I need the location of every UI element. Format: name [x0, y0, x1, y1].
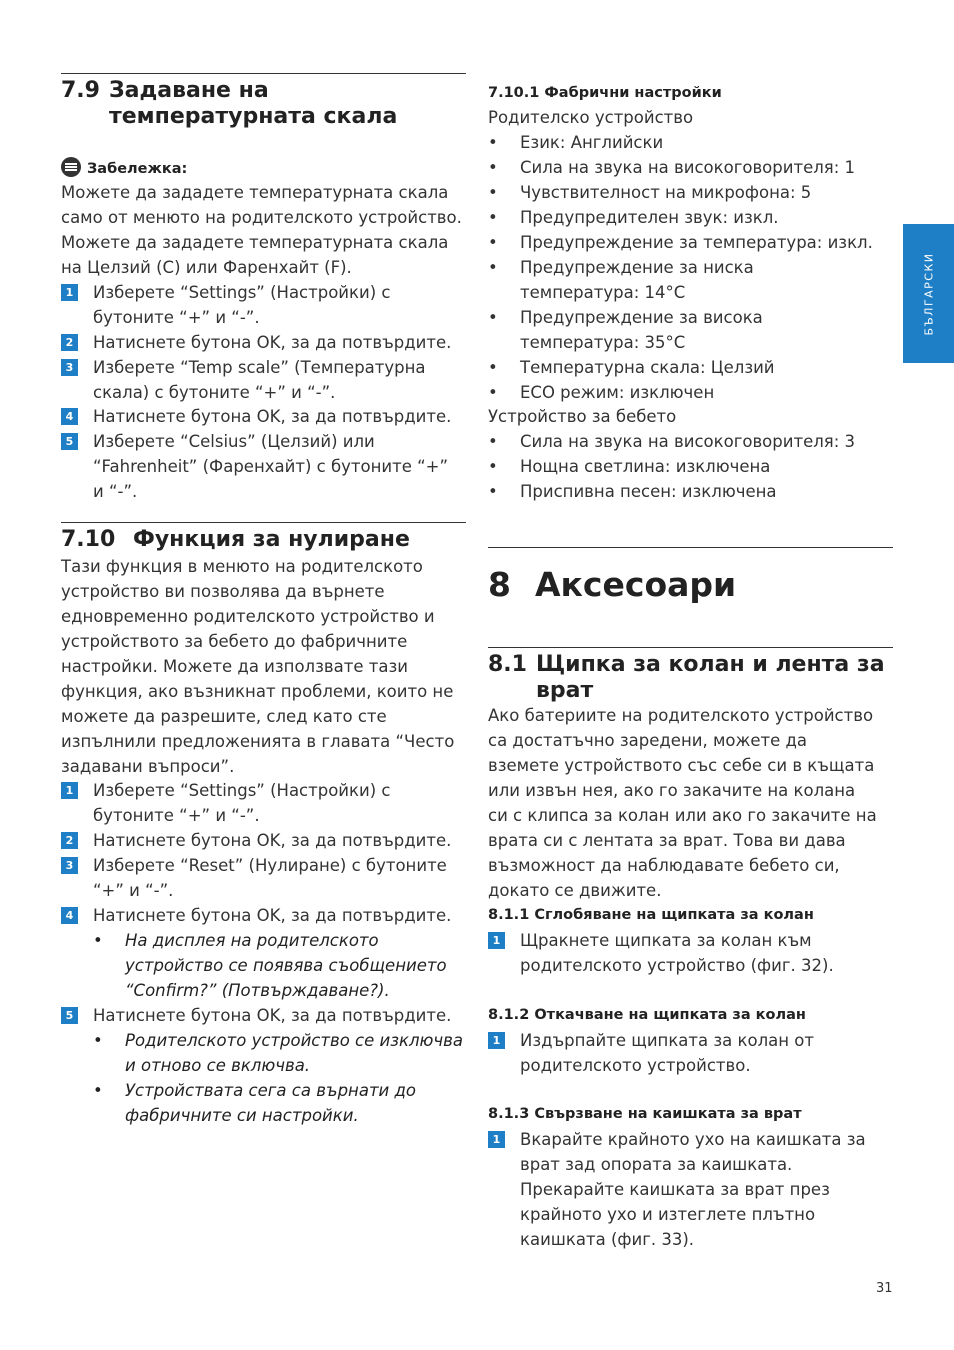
list-item: • Език: Английски: [488, 133, 664, 152]
chapter-rule: [488, 547, 893, 548]
step: [61, 330, 466, 355]
step-text: Изберете “Reset” (Нулиране) с бутоните “+” и “-”.: [93, 856, 447, 900]
section-rule: [61, 522, 466, 523]
subsection-7-10-1-heading: 7.10.1 Фабрични настройки: [488, 85, 722, 101]
section-7-9-heading: [61, 78, 466, 130]
step-text: Изберете “Settings” (Настройки) с бутоните “+” и “-”.: [93, 781, 391, 825]
list-item: • Предупреждение за висока температура: 35°C: [488, 308, 763, 352]
step-number-badge: 4: [61, 907, 78, 924]
list-item: • Предупреждение за ниска температура: 14°C: [488, 258, 754, 302]
list-item: • Нощна светлина: изключена: [488, 457, 771, 476]
step: [61, 429, 466, 504]
step-number-badge: 2: [61, 832, 78, 849]
list-item: • Приспивна песен: изключена: [488, 482, 777, 501]
result-bullet: • Устройствата сега са върнати до фабричните си настройки.: [93, 1078, 466, 1128]
step: [61, 778, 466, 828]
step: [61, 280, 466, 330]
list-item: • Предупредителен звук: изкл.: [488, 208, 779, 227]
section-title: Функция за нулиране: [133, 527, 410, 552]
section-8-1-heading: [488, 652, 893, 704]
list-item: • ECO режим: изключен: [488, 383, 715, 402]
step-text: Изберете “Settings” (Настройки) с бутоните “+” и “-”.: [93, 283, 391, 327]
step-text: Натиснете бутона OK, за да потвърдите.: [93, 333, 452, 352]
step: [61, 355, 466, 405]
step-text: Издърпайте щипката за колан от родителското устройство.: [520, 1031, 814, 1075]
step-number-badge: 5: [61, 433, 78, 450]
step-number-badge: 3: [61, 857, 78, 874]
step-number-badge: 5: [61, 1007, 78, 1024]
step-text: Натиснете бутона OK, за да потвърдите.: [93, 831, 452, 850]
step: [488, 928, 838, 978]
result-text: Родителското устройство се изключва и отново се включва.: [125, 1031, 464, 1075]
list-item: • Температурна скала: Целзий: [488, 358, 775, 377]
group-label: Родителско устройство: [488, 108, 694, 127]
step: [488, 1028, 838, 1078]
result-text: Устройствата сега са върнати до фабричните си настройки.: [125, 1081, 417, 1125]
section-number: 8.1: [488, 652, 527, 677]
note-heading: [61, 157, 187, 179]
note-text: Можете да зададете температурната скала само от менюто на родителското устройство. Можете да зададете температурната скала на Целзий (C) или Фаренхайт (F).: [61, 183, 462, 277]
step-number-badge: 2: [61, 334, 78, 351]
note-icon: [61, 157, 81, 177]
step-number-badge: 1: [488, 1032, 505, 1049]
step-number-badge: 1: [61, 284, 78, 301]
subsection-8-1-1-heading: 8.1.1 Сглобяване на щипката за колан: [488, 907, 814, 923]
step: [61, 404, 466, 429]
result-text: На дисплея на родителското устройство се появява съобщението “Confirm?” (Потвърждаване?).: [125, 931, 447, 1000]
note-label: Забележка:: [87, 161, 188, 177]
section-intro: Тази функция в менюто на родителското устройство ви позволява да върнете едновременно родителското устройство и устройството за бебето до фабричните настройки. Можете да използвате тази функция, ако възникнат проблеми, които не можете да разрешите, след като сте изпълнили предложенията в главата “Често задавани въпроси”.: [61, 557, 455, 776]
section-number: 7.10: [61, 527, 116, 552]
list-item: • Сила на звука на високоговорителя: 1: [488, 158, 856, 177]
list-item: • Чувствителност на микрофона: 5: [488, 183, 812, 202]
step-number-badge: 1: [488, 932, 505, 949]
result-bullet: • На дисплея на родителското устройство се появява съобщението “Confirm?” (Потвърждаване?).: [93, 928, 466, 1003]
section-7-10-heading: [61, 527, 466, 553]
step-text: Натиснете бутона OK, за да потвърдите.: [93, 407, 452, 426]
step-number-badge: 4: [61, 408, 78, 425]
section-rule: [61, 73, 466, 74]
step-number-badge: 1: [61, 782, 78, 799]
section-intro: Ако батериите на родителското устройство са достатъчно заредени, можете да вземете устройството със себе си в къщата или извън нея, ако го закачите на колана си с клипса за колан или ако го закачите на врата си с лентата за врат. Това ви дава възможност да наблюдавате бебето си, докато се движите.: [488, 706, 877, 900]
subsection-8-1-3-heading: 8.1.3 Свързване на каишката за врат: [488, 1106, 802, 1122]
result-bullet: • Родителското устройство се изключва и отново се включва.: [93, 1028, 466, 1078]
language-side-tab: [903, 224, 954, 363]
step: [488, 1127, 893, 1252]
page-number: 31: [876, 1281, 893, 1296]
step: [61, 903, 466, 928]
chapter-title: Аксесоари: [535, 565, 737, 604]
group-label: Устройство за бебето: [488, 407, 677, 426]
step-text: Изберете “Celsius” (Целзий) или “Fahrenheit” (Фаренхайт) с бутоните “+” и “-”.: [93, 432, 449, 501]
step: [61, 853, 466, 903]
step-number-badge: 3: [61, 359, 78, 376]
subsection-8-1-2-heading: 8.1.2 Откачване на щипката за колан: [488, 1007, 806, 1023]
list-item: • Предупреждение за температура: изкл.: [488, 233, 873, 252]
section-title: Задаване на температурната скала: [109, 78, 398, 129]
section-rule: [488, 647, 893, 648]
step-text: Натиснете бутона OK, за да потвърдите.: [93, 1006, 452, 1025]
language-label: БЪЛГАРСКИ: [922, 251, 935, 336]
step-number-badge: 1: [488, 1131, 505, 1148]
step: [61, 1003, 466, 1028]
section-title: Щипка за колан и лента за врат: [536, 652, 885, 703]
chapter-number: 8: [488, 565, 511, 604]
list-item: • Сила на звука на високоговорителя: 3: [488, 432, 856, 451]
step-text: Вкарайте крайното ухо на каишката за врат зад опората за каишката. Прекарайте каишката за врат през крайното ухо и изтеглете плътно каишката (фиг. 33).: [520, 1130, 866, 1249]
section-number: 7.9: [61, 78, 100, 103]
step-text: Натиснете бутона OK, за да потвърдите.: [93, 906, 452, 925]
step-text: Изберете “Temp scale” (Температурна скала) с бутоните “+” и “-”.: [93, 358, 426, 402]
step-text: Щракнете щипката за колан към родителското устройство (фиг. 32).: [520, 931, 834, 975]
step: [61, 828, 466, 853]
